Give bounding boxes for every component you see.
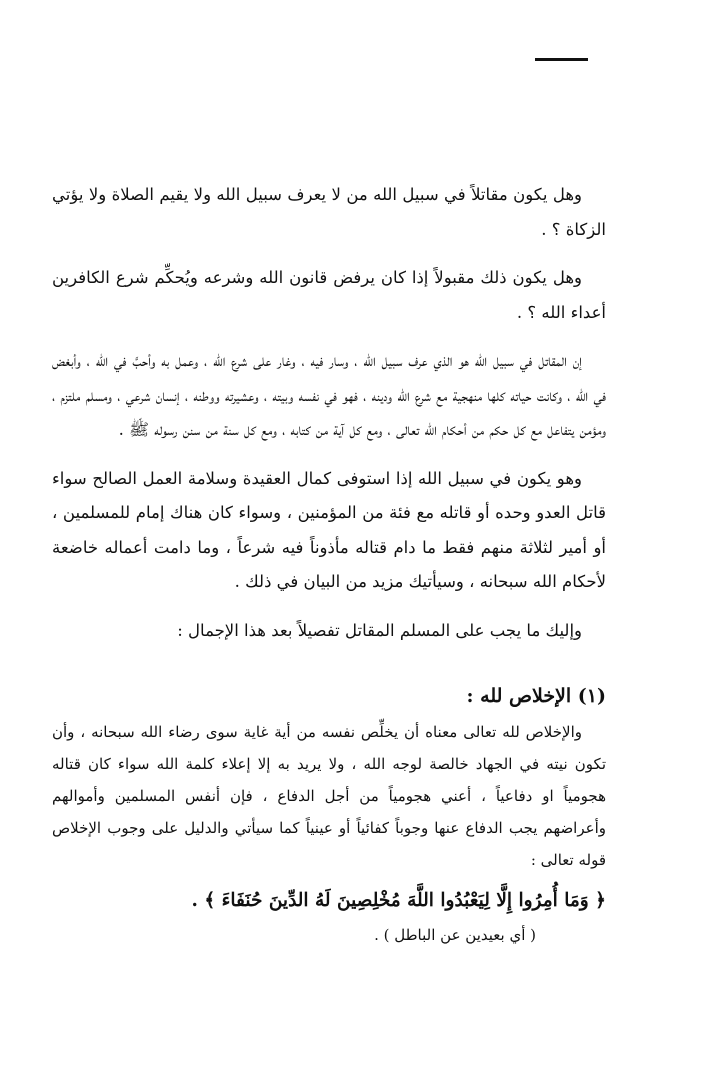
paragraph-5: وإليك ما يجب على المسلم المقاتل تفصيلاً بعد هذا الإجمال : (177, 620, 582, 640)
section-heading: (١) الإخلاص لله : (466, 685, 606, 707)
section-body: والإخلاص لله تعالى معناه أن يخلِّص نفسه من أية غاية سوى رضاء الله سبحانه ، وأن تكون نيته في الجهاد خالصة لوجه الله ، ولا يريد به إلا إعلاء كلمة الله سواء كان قتاله هجومياً او دفاعياً ، أعني هجومياً من أجل الدفاع ، فإن أنفس المسلمين وأموالهم وأعراضهم يجب الدفاع عنها وجوباً كفائياً أو عينياً كما سيأتي والدليل على وجوب الإخلاص قوله تعالى : (52, 723, 606, 869)
paragraph-2: وهل يكون ذلك مقبولاً إذا كان يرفض قانون الله وشرعه ويُحكِّم شرع الكافرين أعداء الله ؟ . (52, 268, 606, 322)
paragraph-1: وهل يكون مقاتلاً في سبيل الله من لا يعرف سبيل الله ولا يقيم الصلاة ولا يؤتي الزكاة ؟ . (52, 185, 606, 239)
header-rule (535, 58, 588, 61)
verse-note: ( أي بعيدين عن الباطل ) . (374, 926, 536, 944)
quran-verse: ﴿ وَمَا أُمِرُوا إِلَّا لِيَعْبُدُوا اللَّهَ مُخْلِصِينَ لَهُ الدِّينَ حُنَفَاءَ ﴾ . (191, 890, 606, 911)
paragraph-4: وهو يكون في سبيل الله إذا استوفى كمال العقيدة وسلامة العمل الصالح سواء قاتل العدو وحده أو قاتله مع فئة من المؤمنين ، وسواء كان هناك إمام للمسلمين ، أو أمير لثلاثة منهم فقط ما دام قتاله مأذوناً فيه شرعاً ، وما دامت أعماله خاضعة لأحكام الله سبحانه ، وسيأتيك مزيد من البيان في ذلك . (52, 468, 606, 591)
page-body (52, 178, 606, 950)
paragraph-3: إن المقاتل في سبيل الله هو الذي عرف سبيل الله ، وسار فيه ، وغار على شرع الله ، وعمل به وأحبَّ في الله ، وأبغض في الله ، وكانت حياته كلها منهجية مع شرع الله ودينه ، فهو في نفسه وبيته ، وعشيرته ووطنه ، إنسان شرعي ، ومسلم ملتزم ، ومؤمن يتفاعل مع كل حكم من أحكام الله تعالى ، ومع كل آية من كتابه ، ومع كل سنة من سنن رسوله ﷺ . (52, 351, 606, 439)
